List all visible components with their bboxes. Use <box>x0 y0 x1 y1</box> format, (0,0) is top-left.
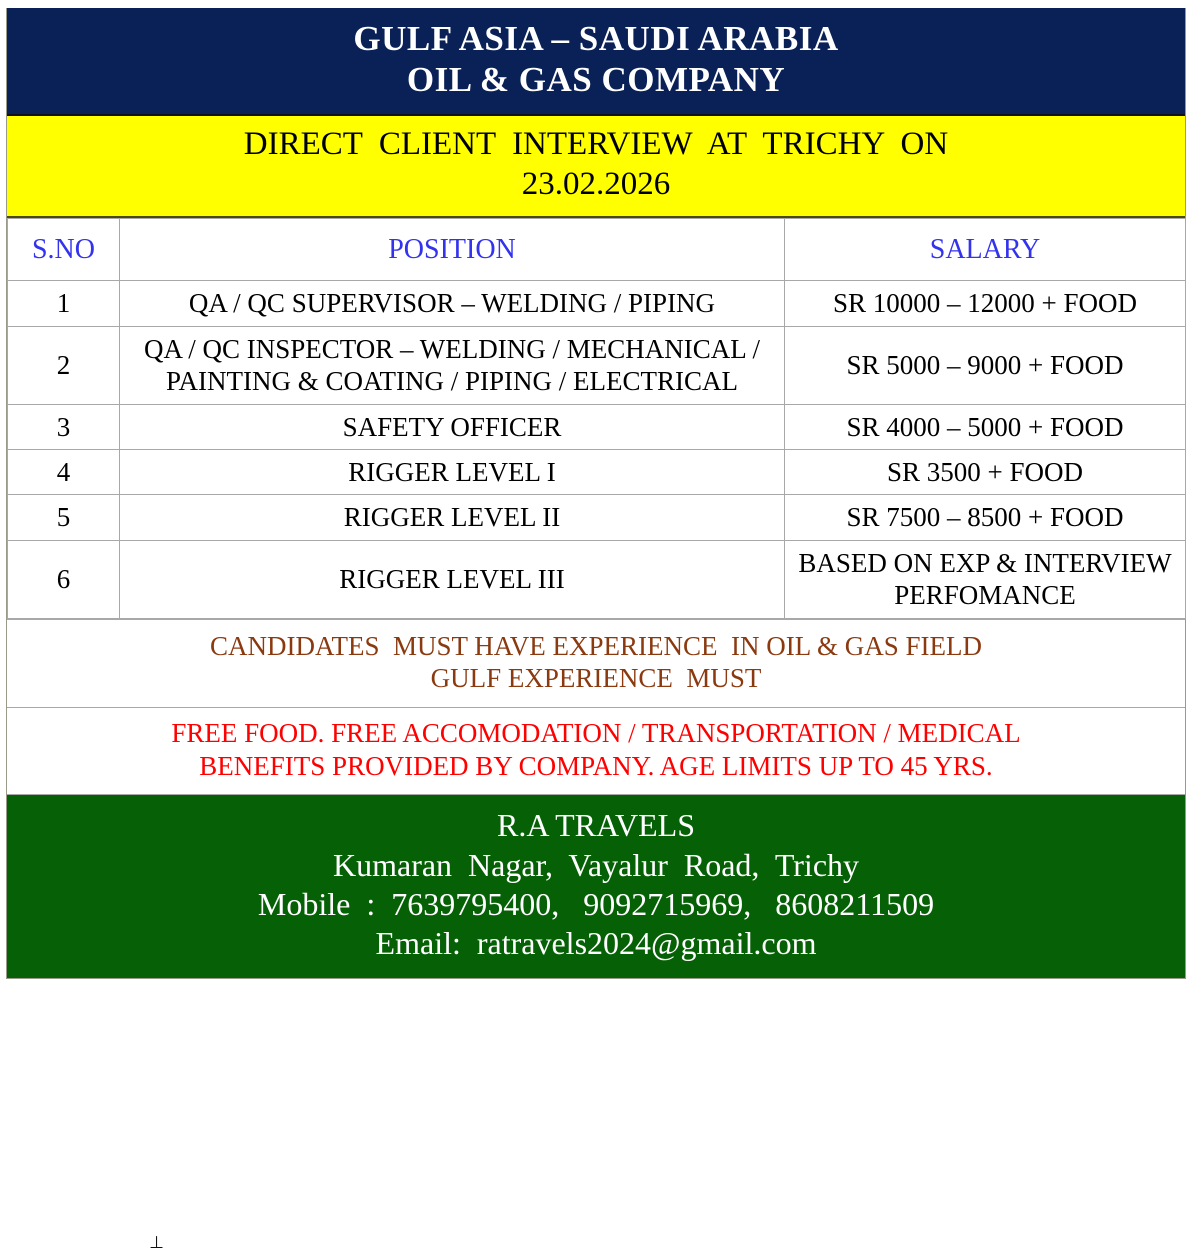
table-row <box>8 281 1186 326</box>
row-salary: SR 10000 – 12000 + FOOD <box>785 281 1186 326</box>
row-serial-number: 6 <box>8 540 120 618</box>
company-name-line-2: OIL & GAS COMPANY <box>406 59 786 99</box>
table-header-row <box>8 219 1186 281</box>
agency-contact-footer <box>7 794 1185 977</box>
experience-requirement-note <box>7 619 1185 708</box>
agency-address: Kumaran Nagar, Vayalur Road, Trichy <box>332 846 860 883</box>
row-serial-number: 1 <box>8 281 120 326</box>
agency-name: R.A TRAVELS <box>497 807 695 844</box>
row-position: QA / QC SUPERVISOR – WELDING / PIPING <box>120 281 785 326</box>
agency-mobile-numbers: Mobile : 7639795400, 9092715969, 8608211509 <box>257 885 935 922</box>
job-advertisement-poster <box>6 8 1186 979</box>
row-serial-number: 2 <box>8 326 120 404</box>
row-position: RIGGER LEVEL I <box>120 449 785 494</box>
company-name-line-1: GULF ASIA – SAUDI ARABIA <box>353 19 839 58</box>
company-header-banner <box>7 8 1185 116</box>
row-position: QA / QC INSPECTOR – WELDING / MECHANICAL / PAINTING & COATING / PIPING / ELECTRICAL <box>120 326 785 404</box>
row-position: SAFETY OFFICER <box>120 404 785 449</box>
row-serial-number: 5 <box>8 495 120 540</box>
interview-location-text: DIRECT CLIENT INTERVIEW AT TRICHY ON <box>243 126 949 163</box>
row-serial-number: 3 <box>8 404 120 449</box>
row-position: RIGGER LEVEL II <box>120 495 785 540</box>
column-header-position: POSITION <box>120 219 785 281</box>
row-serial-number: 4 <box>8 449 120 494</box>
column-header-sno: S.NO <box>8 219 120 281</box>
row-salary: SR 5000 – 9000 + FOOD <box>785 326 1186 404</box>
table-row <box>8 540 1186 618</box>
table-row <box>8 326 1186 404</box>
benefits-note <box>7 707 1185 794</box>
table-row <box>8 449 1186 494</box>
positions-salary-table <box>7 218 1186 618</box>
benefits-note-line-1: FREE FOOD. FREE ACCOMODATION / TRANSPORTATION / MEDICAL <box>171 718 1021 749</box>
interview-announcement-banner <box>7 116 1185 218</box>
row-salary: SR 7500 – 8500 + FOOD <box>785 495 1186 540</box>
experience-note-line-1: CANDIDATES MUST HAVE EXPERIENCE IN OIL & GAS FIELD <box>209 630 982 661</box>
row-salary: BASED ON EXP & INTERVIEW PERFOMANCE <box>785 540 1186 618</box>
row-salary: SR 3500 + FOOD <box>785 449 1186 494</box>
experience-note-line-2: GULF EXPERIENCE MUST <box>430 663 762 694</box>
row-position: RIGGER LEVEL III <box>120 540 785 618</box>
crop-registration-mark: ⊥ <box>149 1233 164 1253</box>
benefits-note-line-2: BENEFITS PROVIDED BY COMPANY. AGE LIMITS UP TO 45 YRS. <box>199 751 993 782</box>
table-row <box>8 404 1186 449</box>
table-row <box>8 495 1186 540</box>
interview-date: 23.02.2026 <box>521 165 671 202</box>
row-salary: SR 4000 – 5000 + FOOD <box>785 404 1186 449</box>
column-header-salary: SALARY <box>785 219 1186 281</box>
agency-email: Email: ratravels2024@gmail.com <box>375 925 817 962</box>
